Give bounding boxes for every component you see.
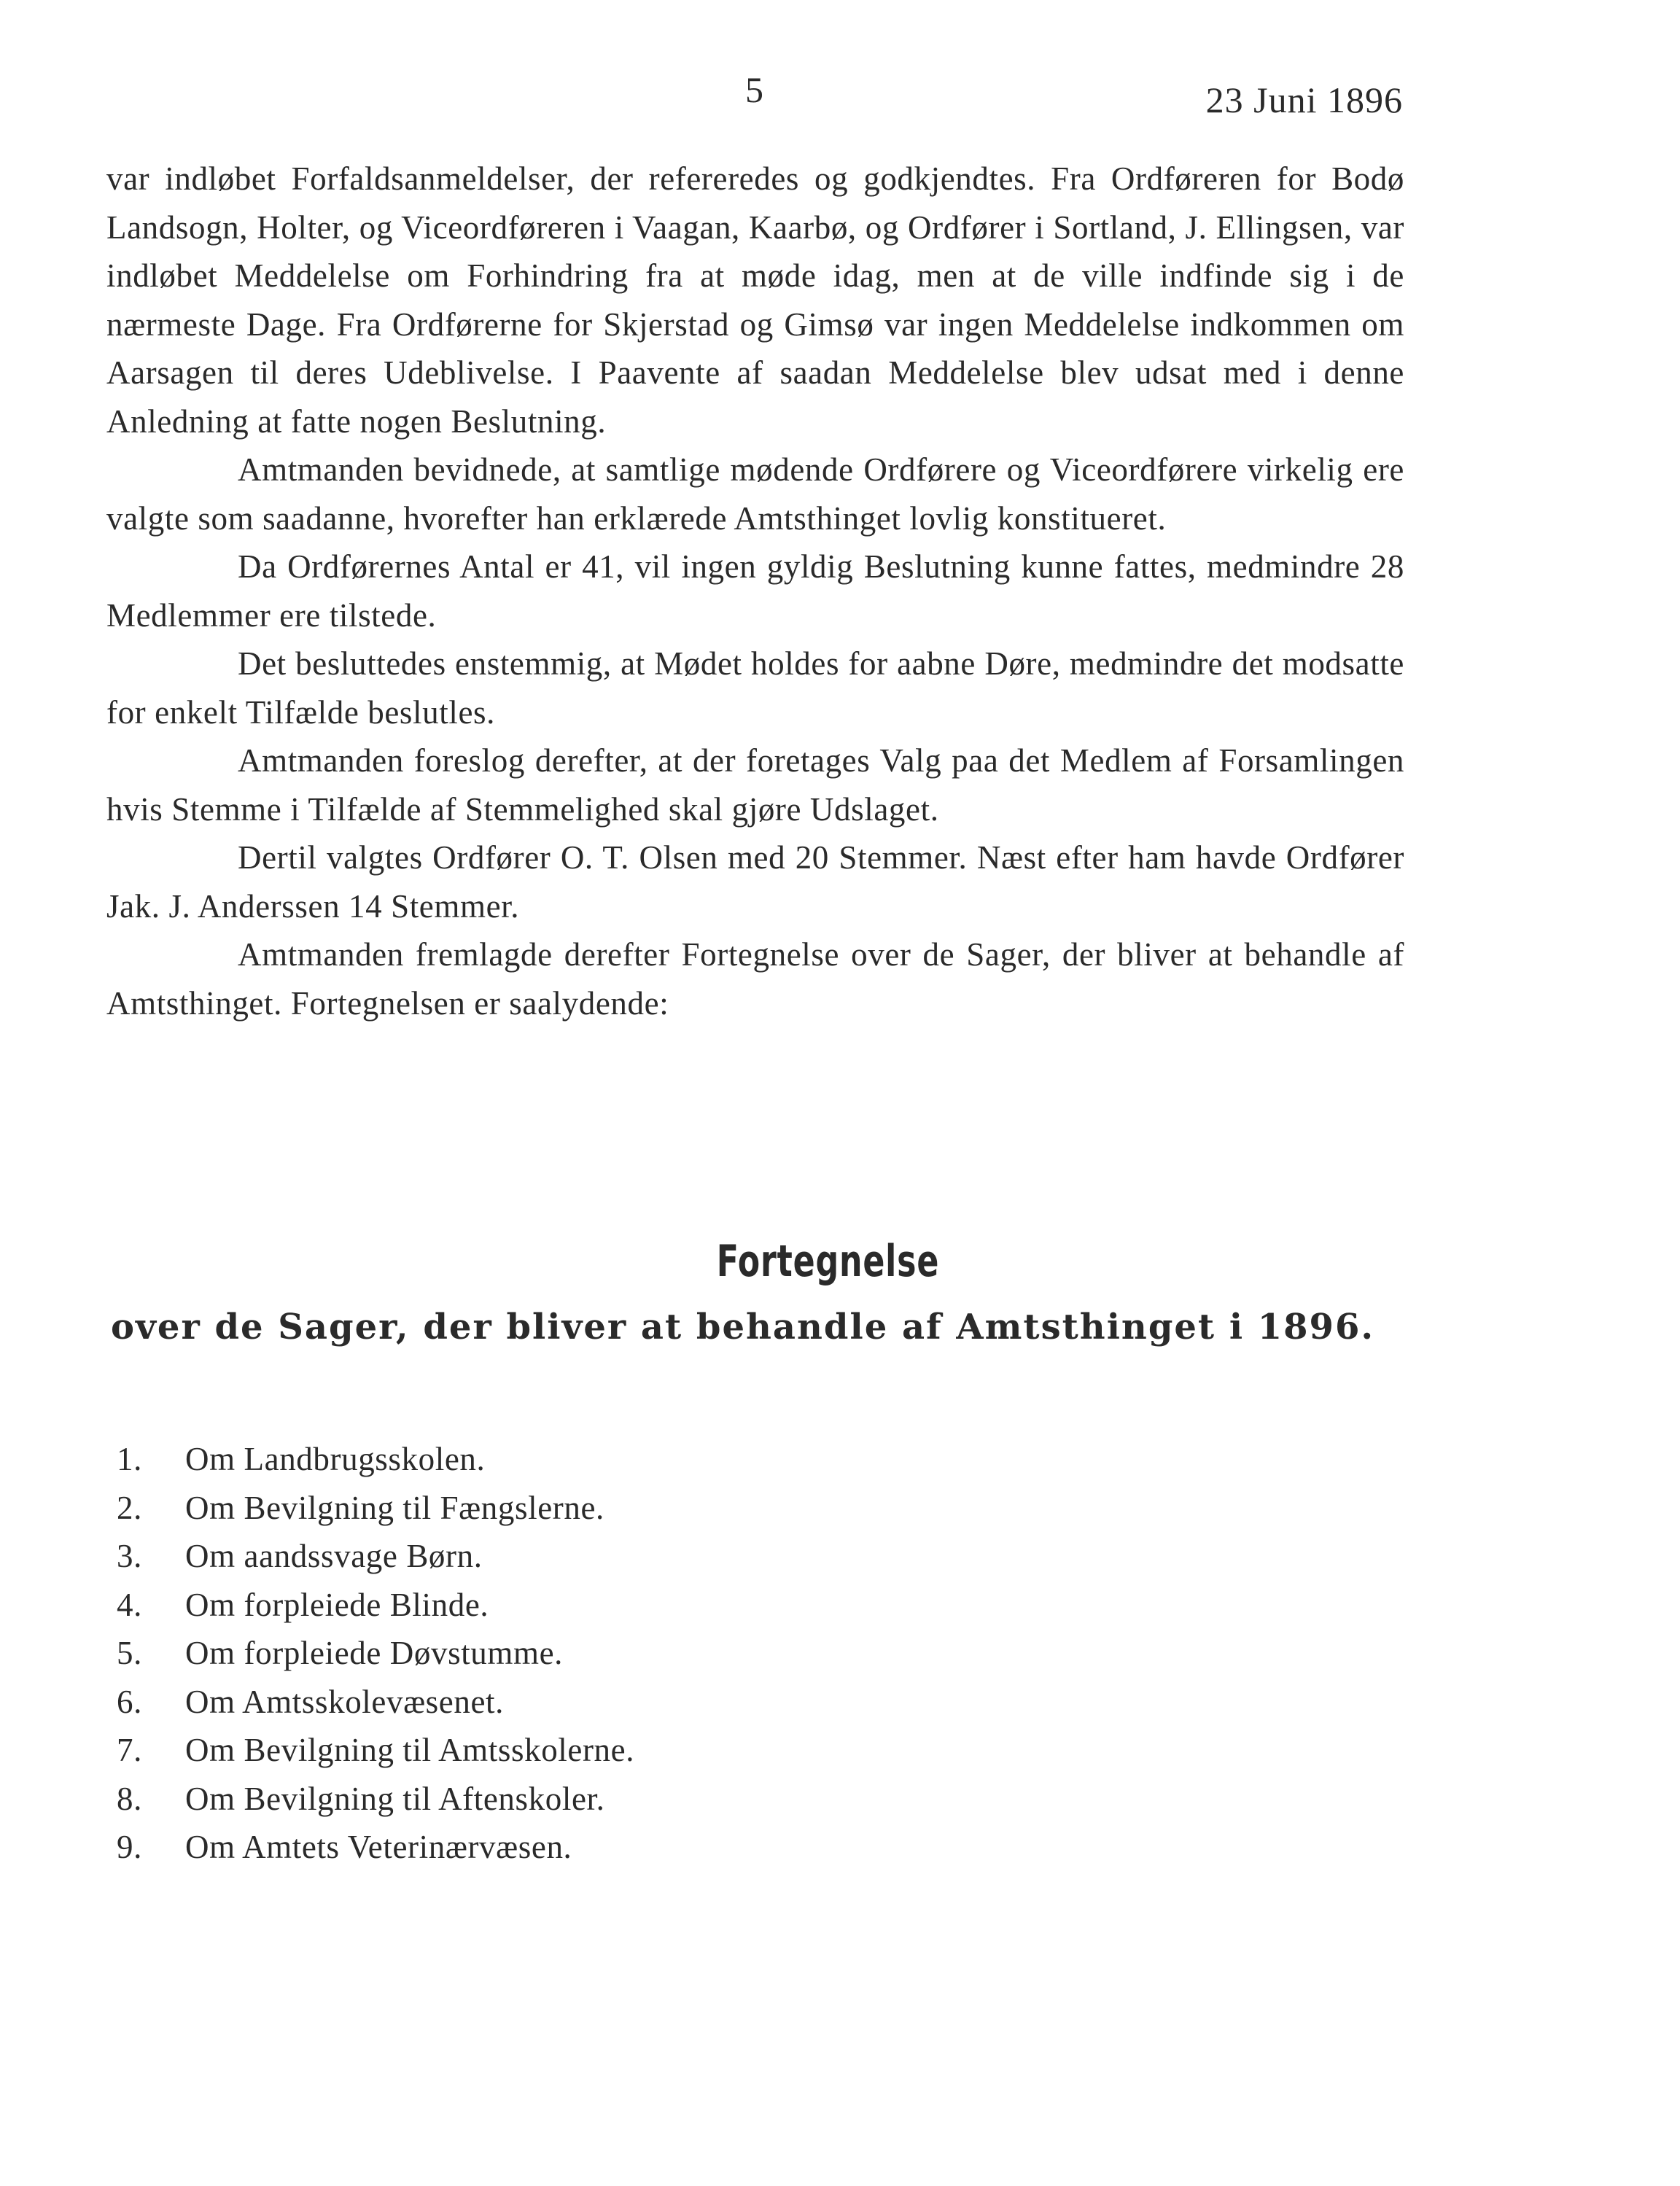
item-number: 1. xyxy=(117,1441,142,1477)
agenda-list xyxy=(117,1435,634,1872)
item-text: Om Amtsskolevæsenet. xyxy=(185,1683,504,1720)
paragraph: var indløbet Forfaldsanmeldelser, der refereredes og godkjendtes. Fra Ordføreren for Bodø Landsogn, Holter, og Viceordføreren i Vaagan, Kaarbø, og Ordfører i Sortland, J. Ellingsen, var indløbet Meddelelse om Forhindring fra at møde idag, men at de ville indfinde sig i de nærmeste Dage. Fra Ordførerne for Skjerstad og Gimsø var ingen Meddelelse indkommen om Aarsagen til deres Udeblivelse. I Paavente af saadan Meddelelse blev udsat med i denne Anledning at fatte nogen Beslutning. xyxy=(106,160,1404,440)
item-text: Om forpleiede Døvstumme. xyxy=(185,1635,564,1671)
item-text: Om Amtets Veterinærvæsen. xyxy=(185,1829,572,1865)
item-text: Om Bevilgning til Fængslerne. xyxy=(185,1489,604,1526)
section-subtitle: over de Sager, der bliver at behandle af Amtsthinget i 1896. xyxy=(111,1307,1375,1347)
section-title: Fortegnelse xyxy=(716,1236,940,1287)
paragraph: Det besluttedes enstemmig, at Mødet holdes for aabne Døre, medmindre det modsatte for enkelt Tilfælde beslutles. xyxy=(106,645,1404,731)
paragraph: Dertil valgtes Ordfører O. T. Olsen med 20 Stemmer. Næst efter ham havde Ordfører Jak. J. Anderssen 14 Stemmer. xyxy=(106,839,1404,925)
item-text: Om Landbrugsskolen. xyxy=(185,1441,486,1477)
item-number: 2. xyxy=(117,1489,142,1526)
paragraph: Amtmanden fremlagde derefter Fortegnelse over de Sager, der bliver at behandle af Amtsthinget. Fortegnelsen er saalydende: xyxy=(106,936,1404,1022)
paragraph: Amtmanden foreslog derefter, at der foretages Valg paa det Medlem af Forsamlingen hvis Stemme i Tilfælde af Stemmelighed skal gjøre Udslaget. xyxy=(106,742,1404,828)
item-number: 4. xyxy=(117,1586,142,1623)
list-item xyxy=(117,1532,634,1581)
paragraph: Da Ordførernes Antal er 41, vil ingen gyldig Beslutning kunne fattes, medmindre 28 Medlemmer ere tilstede. xyxy=(106,548,1404,634)
list-item xyxy=(117,1435,634,1484)
list-item xyxy=(117,1823,634,1872)
page-number: 5 xyxy=(745,69,763,110)
list-item xyxy=(117,1484,634,1533)
list-item xyxy=(117,1726,634,1775)
item-text: Om Bevilgning til Aftenskoler. xyxy=(185,1780,605,1817)
page-date: 23 Juni 1896 xyxy=(1205,79,1403,120)
item-number: 8. xyxy=(117,1780,142,1817)
paragraph: Amtmanden bevidnede, at samtlige mødende Ordførere og Viceordførere virkelig ere valgte som saadanne, hvorefter han erklærede Amtsthinget lovlig konstitueret. xyxy=(106,451,1404,537)
list-item xyxy=(117,1775,634,1824)
item-text: Om aandssvage Børn. xyxy=(185,1538,483,1574)
item-text: Om forpleiede Blinde. xyxy=(185,1586,489,1623)
list-item xyxy=(117,1581,634,1630)
item-text: Om Bevilgning til Amtsskolerne. xyxy=(185,1732,635,1768)
list-item xyxy=(117,1629,634,1678)
item-number: 3. xyxy=(117,1538,142,1574)
list-item xyxy=(117,1678,634,1727)
item-number: 7. xyxy=(117,1732,142,1768)
item-number: 6. xyxy=(117,1683,142,1720)
item-number: 9. xyxy=(117,1829,142,1865)
body-text xyxy=(106,155,1404,1027)
item-number: 5. xyxy=(117,1635,142,1671)
